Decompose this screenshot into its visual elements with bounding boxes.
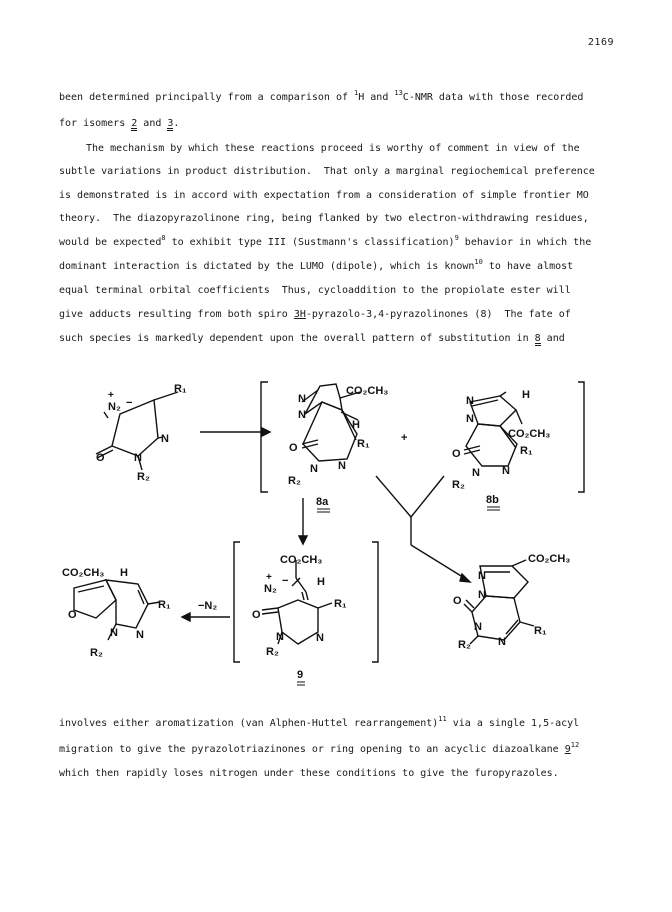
n-label: N: [298, 393, 306, 405]
compound-9-label: 9: [297, 669, 304, 681]
compound-8a-label: 8a: [316, 496, 329, 508]
charge-minus: −: [282, 575, 289, 587]
text-line-9: equal terminal orbital coefficients Thus, cycloaddition to the propiolate ester will: [59, 285, 571, 296]
diazo-n2-label: N₂: [108, 401, 121, 413]
page-number: 2169: [587, 37, 614, 48]
n-label: N: [110, 627, 118, 639]
compound-8b-label: 8b: [486, 494, 499, 506]
text-line-1: been determined principally from a comparison of $^1$H and $^{13}$C-NMR data with those recorded: [59, 89, 584, 103]
charge-minus: −: [126, 397, 133, 409]
h-label: H: [120, 567, 128, 579]
h-label: H: [352, 419, 360, 431]
text-line-3: The mechanism by which these reactions proceed is worthy of comment in view of the: [86, 143, 580, 154]
text-line-4: subtle variations in product distribution. That only a marginal regiochemical preference: [59, 166, 595, 177]
n-label: N: [478, 570, 486, 582]
text-line-8: dominant interaction is dictated by the LUMO (dipole), which is known$^{10}$ to have almost: [59, 258, 574, 272]
r1-label: R₁: [534, 625, 547, 637]
n-label: N: [134, 452, 142, 464]
n-label: N: [310, 463, 318, 475]
h-label: H: [317, 576, 325, 588]
n-label: N: [466, 413, 474, 425]
text-line-12: involves either aromatization (van Alphen-Huttel rearrangement)$^{11}$ via a single 1,5-acyl: [59, 715, 580, 729]
n-label: N: [474, 621, 482, 633]
text-line-2: for isomers 2 and 3.: [59, 118, 180, 129]
r2-label: R₂: [137, 471, 150, 483]
charge-plus: +: [266, 572, 272, 583]
o-label: O: [453, 595, 462, 607]
h-label: H: [522, 389, 530, 401]
co2ch3-label: CO₂CH₃: [62, 567, 105, 579]
r2-label: R₂: [452, 479, 465, 491]
n-label: N: [478, 589, 486, 601]
r2-label: R₂: [288, 475, 301, 487]
co2ch3-label: CO₂CH₃: [346, 385, 389, 397]
r1-label: R₁: [520, 445, 533, 457]
o-label: O: [452, 448, 461, 460]
n-label: N: [466, 395, 474, 407]
n-label: N: [316, 632, 324, 644]
r1-label: R₁: [357, 438, 370, 450]
text-line-13: migration to give the pyrazolotriazinones or ring opening to an acyclic diazoalkane $9^{12}$: [59, 741, 580, 755]
text-line-5: is demonstrated is in accord with expectation from a consideration of simple frontier MO: [59, 190, 589, 201]
charge-plus: +: [108, 390, 114, 401]
plus-sign: +: [401, 432, 408, 444]
o-label: O: [68, 609, 77, 621]
loss-of-n2-label: −N₂: [198, 600, 218, 612]
text-line-14: which then rapidly loses nitrogen under these conditions to give the furopyrazoles.: [59, 768, 559, 779]
co2ch3-label: CO₂CH₃: [508, 428, 551, 440]
r1-label: R₁: [334, 598, 347, 610]
n-label: N: [161, 433, 169, 445]
o-label: O: [289, 442, 298, 454]
n-label: N: [502, 465, 510, 477]
o-label: O: [96, 452, 105, 464]
r1-label: R₁: [158, 599, 171, 611]
text-line-10: give adducts resulting from both spiro 3H-pyrazolo-3,4-pyrazolinones (8) The fate of: [59, 309, 571, 320]
n-label: N: [136, 629, 144, 641]
co2ch3-label: CO₂CH₃: [280, 554, 323, 566]
text-line-11: such species is markedly dependent upon the overall pattern of substitution in 8 and: [59, 333, 565, 344]
o-label: O: [252, 609, 261, 621]
diazo-n2-label: N₂: [264, 583, 277, 595]
co2ch3-label: CO₂CH₃: [528, 553, 571, 565]
r2-label: R₂: [90, 647, 103, 659]
n-label: N: [276, 631, 284, 643]
r2-label: R₂: [458, 639, 471, 651]
r1-label: R₁: [174, 383, 187, 395]
text-line-7: would be expected$^8$ to exhibit type III (Sustmann's classification)$^9$ behavior in which the: [59, 234, 592, 248]
r2-label: R₂: [266, 646, 279, 658]
text-line-6: theory. The diazopyrazolinone ring, being flanked by two electron-withdrawing residues,: [59, 213, 589, 224]
n-label: N: [338, 460, 346, 472]
n-label: N: [298, 409, 306, 421]
n-label: N: [498, 636, 506, 648]
n-label: N: [472, 467, 480, 479]
